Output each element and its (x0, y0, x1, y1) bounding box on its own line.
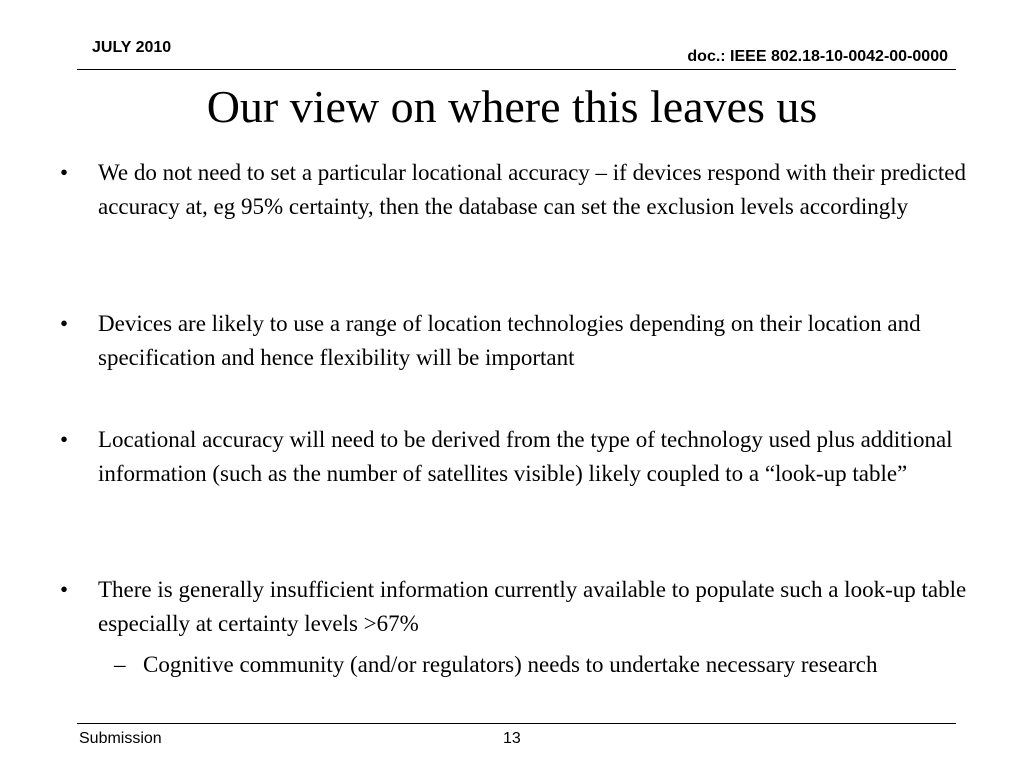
sub-bullet-item (114, 648, 968, 682)
bullet-marker: • (60, 427, 69, 452)
bullet-item (60, 156, 968, 224)
footer-divider (77, 723, 956, 724)
bullet-item (60, 423, 968, 491)
bullet-text: There is generally insufficient information currently available to populate such a look-up table especially at certainty levels >67% (98, 577, 967, 636)
bullet-text: We do not need to set a particular locational accuracy – if devices respond with their predicted accuracy at, eg 95% certainty, then the database can set the exclusion levels accordingly (98, 160, 966, 219)
bullet-text: Locational accuracy will need to be derived from the type of technology used plus additional information (such as the number of satellites visible) likely coupled to a “look-up table” (98, 427, 953, 486)
header-date: JULY 2010 (92, 39, 172, 56)
page-number: 13 (503, 730, 521, 747)
header-doc-id: doc.: IEEE 802.18-10-0042-00-0000 (687, 48, 948, 65)
bullet-marker: • (60, 577, 69, 602)
bullet-text: Devices are likely to use a range of location technologies depending on their location and specification and hence flexibility will be important (98, 311, 921, 370)
sub-bullet-text: Cognitive community (and/or regulators) needs to undertake necessary research (143, 652, 878, 677)
bullet-item (60, 573, 968, 641)
slide-title: Our view on where this leaves us (206, 81, 818, 132)
footer-submission: Submission (79, 730, 162, 747)
bullet-marker: • (60, 311, 69, 336)
bullet-marker: • (60, 160, 69, 185)
bullet-item (60, 307, 968, 375)
sub-bullet-marker: – (114, 652, 126, 677)
